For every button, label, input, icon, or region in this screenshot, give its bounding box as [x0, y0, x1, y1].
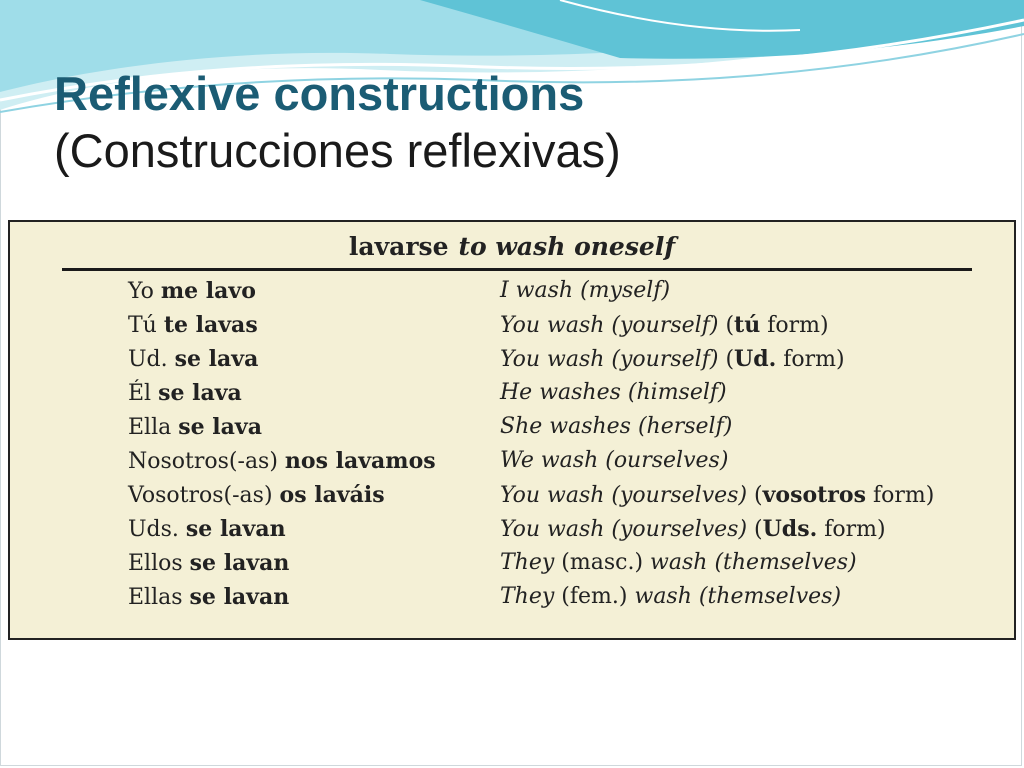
english-cell	[500, 380, 727, 405]
translation-segment: You wash (yourselves)	[500, 517, 755, 542]
english-cell	[500, 584, 841, 609]
english-cell	[500, 278, 670, 303]
table-row	[10, 378, 1014, 412]
translation-segment: form)	[776, 347, 845, 372]
translation-segment: You wash (yourself)	[500, 347, 726, 372]
translation-segment: form)	[865, 483, 935, 508]
subject-pronoun: Ellos	[128, 551, 190, 576]
reflexive-verb-form: me lavo	[160, 278, 256, 304]
translation-segment: I wash (myself)	[500, 278, 671, 303]
spanish-cell	[128, 414, 262, 440]
subject-pronoun: Ud.	[128, 347, 175, 372]
spanish-cell	[128, 550, 289, 576]
translation-segment: form)	[760, 313, 829, 338]
title-block	[54, 66, 994, 180]
translation-segment: (	[754, 517, 763, 542]
conjugation-rows	[10, 276, 1014, 616]
spanish-cell	[128, 584, 289, 610]
reflexive-verb-form: se lavan	[189, 584, 290, 610]
english-cell	[500, 346, 845, 372]
reflexive-verb-form: te lavas	[163, 312, 258, 338]
translation-segment: tú	[734, 312, 761, 338]
subject-pronoun: Él	[128, 381, 159, 406]
table-heading	[10, 232, 1014, 261]
translation-segment: She washes (herself)	[500, 414, 733, 439]
spanish-cell	[128, 278, 256, 304]
table-row	[10, 276, 1014, 310]
translation-segment: vosotros	[762, 482, 866, 508]
table-row	[10, 548, 1014, 582]
translation-segment: (	[725, 313, 735, 338]
table-row	[10, 412, 1014, 446]
subject-pronoun: Nosotros(-as)	[128, 449, 285, 474]
translation-segment: They	[500, 584, 562, 609]
subject-pronoun: Ellas	[128, 585, 190, 610]
reflexive-verb-form: se lava	[178, 414, 262, 440]
table-row	[10, 514, 1014, 548]
spanish-cell	[128, 380, 242, 406]
english-cell	[500, 312, 829, 338]
translation-segment: Uds.	[762, 516, 818, 542]
heading-meaning: to wash oneself	[458, 232, 676, 261]
reflexive-verb-form: se lavan	[189, 550, 290, 576]
reflexive-verb-form: os laváis	[279, 482, 385, 508]
spanish-cell	[128, 346, 258, 372]
translation-segment: (	[725, 347, 735, 372]
spanish-cell	[128, 448, 436, 474]
translation-segment: wash (themselves)	[650, 550, 857, 575]
english-cell	[500, 414, 732, 439]
heading-divider	[62, 268, 972, 271]
translation-segment: (fem.)	[561, 584, 635, 609]
english-cell	[500, 448, 728, 473]
subject-pronoun: Ella	[128, 415, 179, 440]
heading-verb: lavarse	[348, 232, 449, 261]
translation-segment: We wash (ourselves)	[500, 448, 729, 473]
table-row	[10, 446, 1014, 480]
translation-segment: You wash (yourselves)	[500, 483, 755, 508]
reflexive-verb-form: se lava	[174, 346, 259, 372]
spanish-cell	[128, 516, 286, 542]
translation-segment: form)	[817, 517, 886, 542]
slide-subtitle: (Construcciones reflexivas)	[54, 124, 621, 177]
table-row	[10, 480, 1014, 514]
subject-pronoun: Vosotros(-as)	[128, 483, 280, 508]
conjugation-table	[8, 220, 1016, 640]
english-cell	[500, 550, 857, 575]
reflexive-verb-form: se lava	[158, 380, 242, 406]
spanish-cell	[128, 482, 385, 508]
translation-segment: (masc.)	[561, 550, 651, 575]
subject-pronoun: Yo	[128, 279, 161, 304]
table-row	[10, 310, 1014, 344]
translation-segment: wash (themselves)	[634, 584, 842, 609]
english-cell	[500, 482, 934, 508]
slide-title: Reflexive constructions	[54, 67, 585, 120]
subject-pronoun: Uds.	[128, 517, 186, 542]
translation-segment: (	[754, 483, 763, 508]
translation-segment: He washes (himself)	[500, 380, 727, 405]
english-cell	[500, 516, 886, 542]
subject-pronoun: Tú	[128, 313, 164, 338]
translation-segment: You wash (yourself)	[500, 313, 726, 338]
table-row	[10, 344, 1014, 378]
translation-segment: They	[500, 550, 562, 575]
translation-segment: Ud.	[734, 346, 777, 372]
reflexive-verb-form: se lavan	[185, 516, 286, 542]
reflexive-verb-form: nos lavamos	[284, 448, 436, 474]
table-row	[10, 582, 1014, 616]
spanish-cell	[128, 312, 258, 338]
